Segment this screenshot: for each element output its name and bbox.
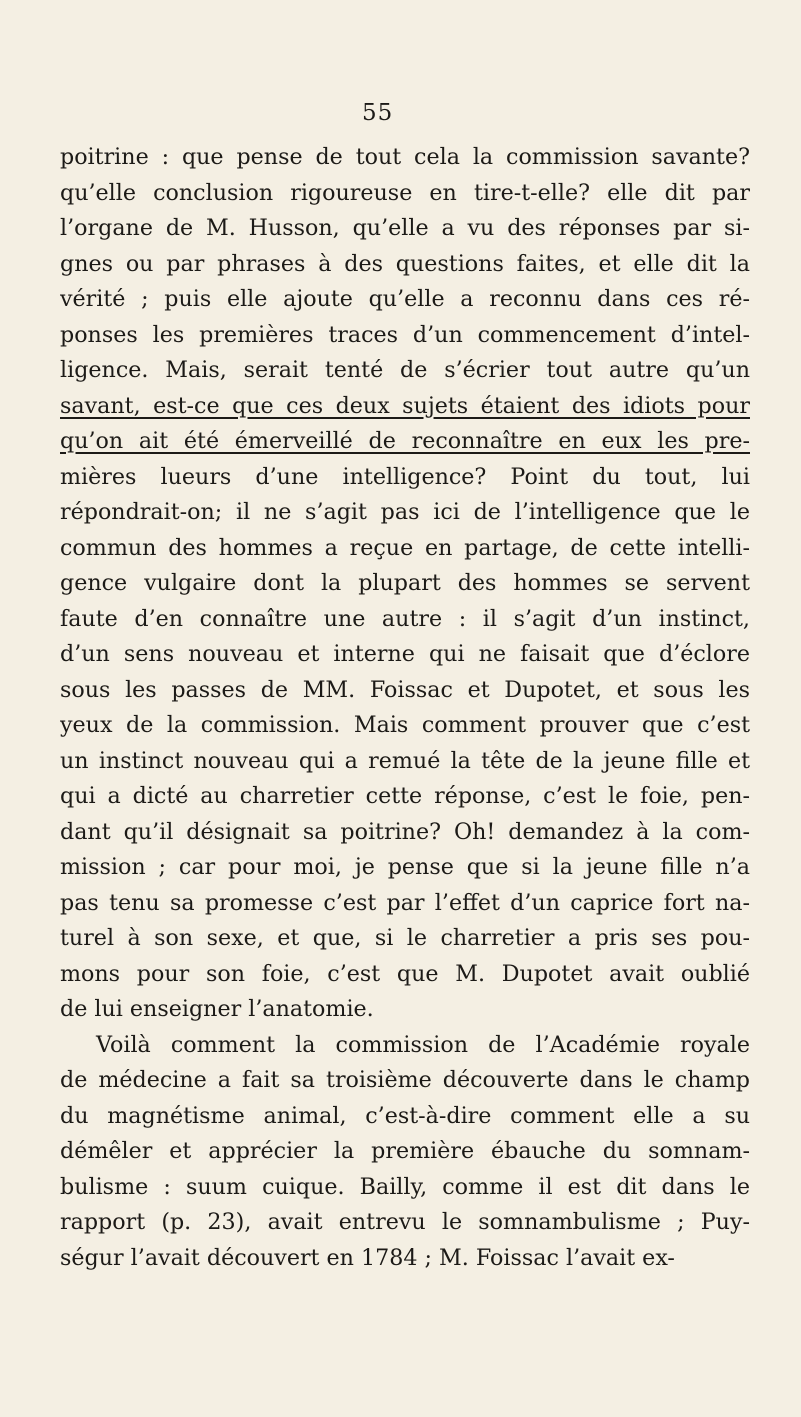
text-line: d’un sens nouveau et interne qui ne faisait que d’éclore	[60, 641, 750, 667]
text-line: ségur l’avait découvert en 1784 ; M. Foissac l’avait ex-	[60, 1244, 675, 1271]
text-line: commun des hommes a reçue en partage, de cette intelli-	[60, 534, 750, 561]
text-line: mières lueurs d’une intelligence? Point du tout, lui	[60, 463, 750, 490]
text-line: savant, est-ce que ces deux sujets étaient des idiots pour	[60, 392, 750, 419]
text-line: pas tenu sa promesse c’est par l’effet d’un caprice fort na-	[60, 889, 750, 916]
text-line: bulisme : suum cuique. Bailly, comme il est dit dans le	[60, 1173, 750, 1200]
text-line: sous les passes de MM. Foissac et Dupotet, et sous les	[60, 676, 750, 703]
text-line: rapport (p. 23), avait entrevu le somnambulisme ; Puy-	[60, 1209, 750, 1235]
text-line: Voilà comment la commission de l’Académie royale	[96, 1031, 750, 1058]
text-line: mons pour son foie, c’est que M. Dupotet avait oublié	[60, 960, 750, 987]
text-line: yeux de la commission. Mais comment prouver que c’est	[60, 712, 750, 738]
text-line: turel à son sexe, et que, si le charretier a pris ses pou-	[60, 925, 750, 951]
text-line: vérité ; puis elle ajoute qu’elle a reconnu dans ces ré-	[60, 286, 750, 312]
text-line: qu’on ait été émerveillé de reconnaître en eux les pre-	[60, 428, 750, 454]
text-line: qui a dicté au charretier cette réponse, c’est le foie, pen-	[60, 783, 750, 809]
page-number: 55	[362, 100, 394, 126]
text-line: répondrait-on; il ne s’agit pas ici de l’intelligence que le	[60, 499, 750, 525]
text-line: l’organe de M. Husson, qu’elle a vu des réponses par si-	[60, 215, 750, 241]
text-line: de médecine a fait sa troisième découverte dans le champ	[60, 1067, 750, 1093]
text-line: faute d’en connaître une autre : il s’agit d’un instinct,	[60, 605, 750, 632]
text-line: dant qu’il désignait sa poitrine? Oh! demandez à la com-	[60, 818, 750, 845]
text-line: de lui enseigner l’anatomie.	[60, 996, 374, 1022]
text-line: gnes ou par phrases à des questions faites, et elle dit la	[60, 250, 750, 277]
body-text	[60, 140, 750, 1276]
text-line: gence vulgaire dont la plupart des hommes se servent	[60, 570, 750, 596]
text-line: démêler et apprécier la première ébauche du somnam-	[60, 1138, 750, 1164]
text-line: un instinct nouveau qui a remué la tête de la jeune fille et	[60, 747, 750, 774]
text-line: ligence. Mais, serait tenté de s’écrier tout autre qu’un	[60, 357, 750, 383]
text-line: poitrine : que pense de tout cela la commission savante?	[60, 144, 750, 170]
text-line: du magnétisme animal, c’est-à-dire comment elle a su	[60, 1102, 750, 1129]
text-line: ponses les premières traces d’un commencement d’intel-	[60, 321, 750, 348]
text-line: mission ; car pour moi, je pense que si la jeune fille n’a	[60, 854, 750, 880]
text-line: qu’elle conclusion rigoureuse en tire-t-elle? elle dit par	[60, 179, 750, 206]
